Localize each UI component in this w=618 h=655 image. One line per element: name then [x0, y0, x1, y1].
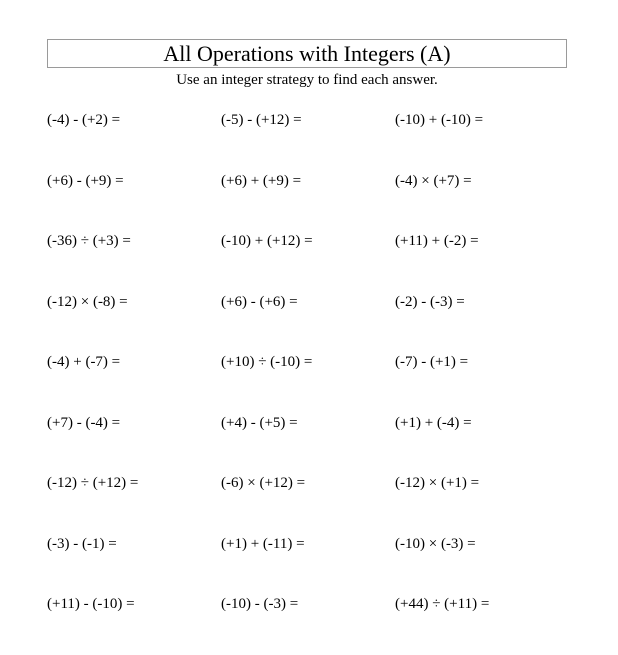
problem: (-4) + (-7) = [47, 354, 121, 370]
problem: (+1) + (-4) = [395, 414, 472, 431]
problem: (+10) ÷ (-10) = [221, 354, 313, 370]
problem: (-7) - (+1) = [395, 354, 469, 370]
problem: (-12) × (+1) = [395, 475, 480, 491]
problem: (-10) + (+12) = [221, 233, 313, 249]
problem: (-6) × (+12) = [221, 475, 306, 491]
problem: (+11) + (-2) = [395, 233, 479, 249]
problem: (+4) - (+5) = [221, 414, 298, 431]
problem: (-4) × (+7) = [395, 172, 472, 189]
problem-row [47, 594, 567, 655]
problem: (-2) - (-3) = [395, 293, 465, 310]
problem: (+1) + (-11) = [221, 535, 305, 552]
problem: (+7) - (-4) = [47, 414, 121, 431]
problem: (-10) + (-10) = [395, 112, 484, 128]
problem: (+6) - (+9) = [47, 172, 124, 189]
problem-row [47, 413, 567, 474]
problem: (-3) - (-1) = [47, 535, 117, 552]
problem-row [47, 171, 567, 232]
problem: (-10) - (-3) = [221, 596, 299, 612]
problem-row [47, 473, 567, 534]
problem: (+11) - (-10) = [47, 596, 135, 612]
problem: (+6) - (+6) = [221, 293, 298, 310]
problem: (-4) - (+2) = [47, 112, 121, 128]
problem-grid [47, 110, 567, 655]
problem: (+6) + (+9) = [221, 172, 302, 189]
worksheet-title: All Operations with Integers (A) [47, 39, 567, 68]
problem-row [47, 292, 567, 353]
problem-row [47, 231, 567, 292]
problem-row [47, 110, 567, 171]
problem-row [47, 352, 567, 413]
problem: (-12) × (-8) = [47, 293, 128, 310]
problem: (-12) ÷ (+12) = [47, 475, 139, 491]
problem: (-36) ÷ (+3) = [47, 233, 131, 249]
problem: (-5) - (+12) = [221, 112, 302, 128]
problem-row [47, 534, 567, 595]
worksheet-instructions: Use an integer strategy to find each answer. [176, 72, 438, 88]
problem: (+44) ÷ (+11) = [395, 596, 490, 612]
problem: (-10) × (-3) = [395, 535, 476, 552]
